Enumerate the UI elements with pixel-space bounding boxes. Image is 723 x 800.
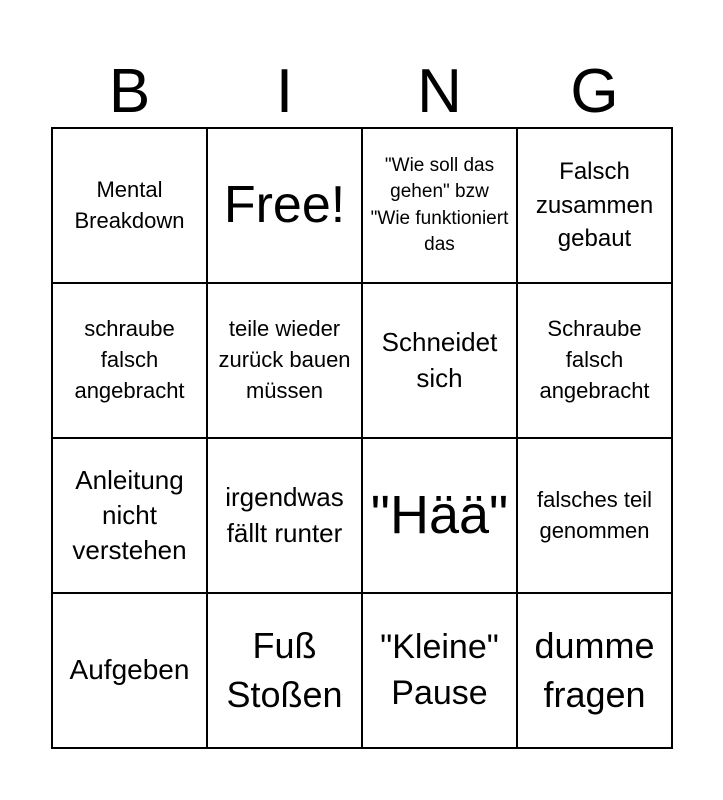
header-letter-g: G bbox=[570, 57, 619, 126]
header-letter-i: I bbox=[275, 57, 294, 126]
bingo-cell: schraube falsch angebracht bbox=[53, 284, 208, 439]
bingo-cell: Falsch zusammen gebaut bbox=[518, 129, 673, 284]
bingo-cell: Mental Breakdown bbox=[53, 129, 208, 284]
bingo-header bbox=[52, 56, 672, 128]
bingo-cell: teile wieder zurück bauen müssen bbox=[208, 284, 363, 439]
bingo-cell: irgendwas fällt runter bbox=[208, 439, 363, 594]
bingo-cell: falsches teil genommen bbox=[518, 439, 673, 594]
bingo-cell: "Kleine" Pause bbox=[363, 594, 518, 749]
bingo-cell: Schneidet sich bbox=[363, 284, 518, 439]
header-letter-b: B bbox=[108, 57, 151, 126]
bingo-cell: "Wie soll das gehen" bzw "Wie funktioniert das bbox=[363, 129, 518, 284]
free-space-cell: Free! bbox=[208, 129, 363, 284]
bingo-cell: dumme fragen bbox=[518, 594, 673, 749]
bingo-cell: Schraube falsch angebracht bbox=[518, 284, 673, 439]
header-letter-n: N bbox=[417, 57, 462, 126]
bingo-cell: Anleitung nicht verstehen bbox=[53, 439, 208, 594]
bingo-cell: Fuß Stoßen bbox=[208, 594, 363, 749]
bingo-board bbox=[51, 127, 673, 749]
bingo-cell: Aufgeben bbox=[53, 594, 208, 749]
bingo-cell: "Hää" bbox=[363, 439, 518, 594]
